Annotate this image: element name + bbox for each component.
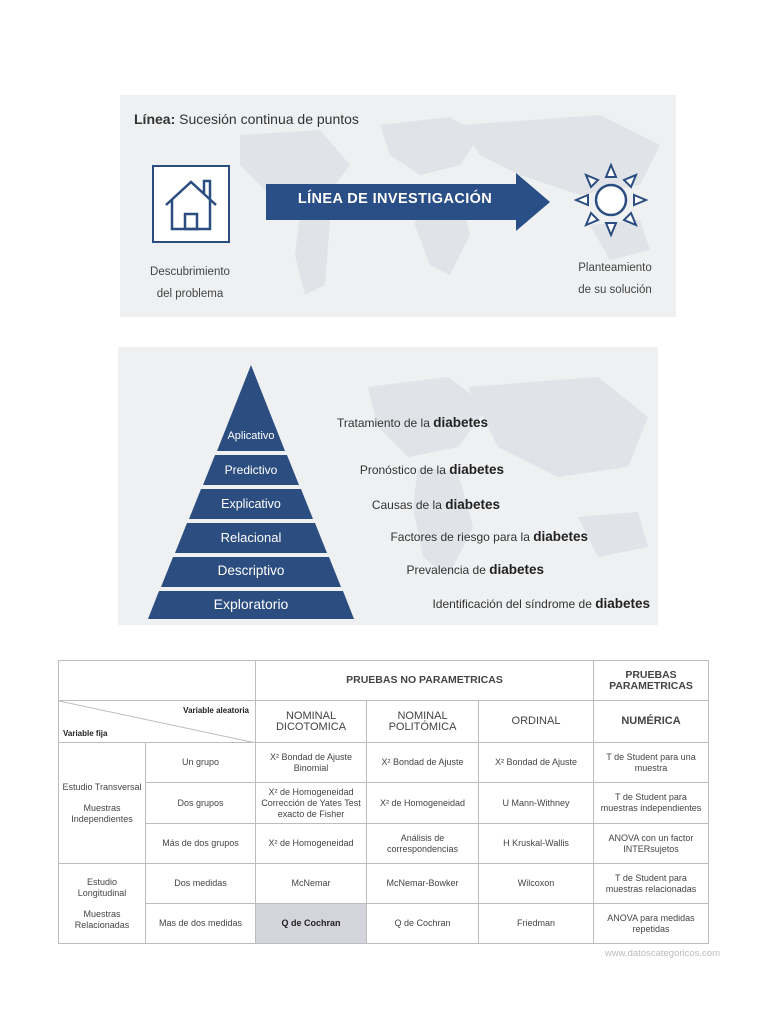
pyramid-level-aplicativo: Aplicativo xyxy=(227,430,275,442)
cell-numerica: T de Student para muestras independientes xyxy=(594,783,709,824)
left-caption-line-1: Descubrimiento xyxy=(150,266,230,278)
pyramid-level-exploratorio: Exploratorio xyxy=(213,596,289,612)
cell-nominal-dic: McNemar xyxy=(256,864,367,904)
table-row xyxy=(59,661,709,701)
header-no-parametricas: PRUEBAS NO PARAMETRICAS xyxy=(256,661,594,701)
row-label: Un grupo xyxy=(146,743,256,783)
example-text: Tratamiento de la xyxy=(336,416,434,430)
table-row xyxy=(59,701,709,743)
header-parametricas: PRUEBAS PARAMETRICAS xyxy=(594,661,709,701)
col-nominal-dicotomica: NOMINAL DICOTOMICA xyxy=(256,701,367,743)
row-label: Más de dos grupos xyxy=(146,824,256,864)
arrow-label: LÍNEA DE INVESTIGACIÓN xyxy=(297,191,493,207)
variable-diagonal-cell xyxy=(59,701,256,743)
cell-numerica: ANOVA para medidas repetidas xyxy=(594,904,709,944)
house-icon-box xyxy=(152,165,230,243)
cell-ordinal: Friedman xyxy=(479,904,594,944)
cell-nominal-dic: X² Bondad de Ajuste Binomial xyxy=(256,743,367,783)
house-icon xyxy=(154,167,228,241)
table-row xyxy=(59,743,709,783)
example-bold: diabetes xyxy=(489,562,544,577)
group-label-line-2: Muestras Independientes xyxy=(71,802,133,824)
group-label-line-2: Muestras Relacionadas xyxy=(74,908,130,930)
row-label: Mas de dos medidas xyxy=(146,904,256,944)
example-bold: diabetes xyxy=(445,497,500,512)
cell-nominal-dic: X² de Homogeneidad Corrección de Yates Test exacto de Fisher xyxy=(256,783,367,824)
cell-nominal-pol: X² Bondad de Ajuste xyxy=(367,743,479,783)
watermark: www.datoscategoricos.com xyxy=(604,948,720,959)
pyramid-level-predictivo: Predictivo xyxy=(224,463,278,477)
empty-corner-cell xyxy=(59,661,256,701)
example-bold: diabetes xyxy=(449,462,504,477)
right-caption-line-1: Planteamiento xyxy=(578,262,652,274)
example-descriptivo xyxy=(407,562,545,577)
example-explicativo xyxy=(372,497,500,512)
table-row xyxy=(59,864,709,904)
panel-title xyxy=(134,111,359,127)
cell-numerica: T de Student para una muestra xyxy=(594,743,709,783)
group-transversal-cell xyxy=(59,743,146,864)
pyramid-level-explicativo: Explicativo xyxy=(221,497,281,511)
cell-nominal-dic: X² de Homogeneidad xyxy=(256,824,367,864)
pyramid-shape xyxy=(128,365,374,619)
row-label: Dos grupos xyxy=(146,783,256,824)
example-text: Pronóstico de la xyxy=(359,463,450,477)
right-caption xyxy=(560,257,670,301)
table-row xyxy=(59,824,709,864)
example-text: Factores de riesgo para la xyxy=(390,530,534,544)
cell-ordinal: H Kruskal-Wallis xyxy=(479,824,594,864)
cell-numerica: T de Student para muestras relacionadas xyxy=(594,864,709,904)
right-caption-line-2: de su solución xyxy=(578,284,652,296)
cell-nominal-dic-highlighted: Q de Cochran xyxy=(256,904,367,944)
cell-nominal-pol: X² de Homogeneidad xyxy=(367,783,479,824)
example-aplicativo xyxy=(337,415,488,430)
cell-numerica: ANOVA con un factor INTERsujetos xyxy=(594,824,709,864)
example-text: Identificación del síndrome de xyxy=(432,597,596,611)
left-caption-line-2: del problema xyxy=(156,288,224,300)
sun-icon xyxy=(574,163,648,237)
variable-fija-label: Variable fija xyxy=(63,729,108,738)
linea-panel xyxy=(120,95,676,317)
example-text: Causas de la xyxy=(371,498,446,512)
example-text: Prevalencia de xyxy=(406,563,490,577)
table-row xyxy=(59,783,709,824)
example-predictivo xyxy=(360,462,504,477)
title-rest: Sucesión continua de puntos xyxy=(175,111,359,127)
table-row xyxy=(59,904,709,944)
group-label-line-1: Estudio Transversal xyxy=(62,781,142,792)
left-caption xyxy=(140,261,240,305)
statistical-tests-table xyxy=(58,660,709,944)
cell-ordinal: Wilcoxon xyxy=(479,864,594,904)
group-longitudinal-cell xyxy=(59,864,146,944)
cell-ordinal: X² Bondad de Ajuste xyxy=(479,743,594,783)
title-bold: Línea: xyxy=(134,111,176,127)
cell-nominal-pol: Q de Cochran xyxy=(367,904,479,944)
col-numerica: NUMÉRICA xyxy=(594,701,709,743)
pyramid-level-relacional: Relacional xyxy=(220,530,282,545)
variable-aleatoria-label: Variable aleatoria xyxy=(183,706,249,715)
pyramid-panel xyxy=(118,347,658,625)
example-bold: diabetes xyxy=(595,596,650,611)
example-exploratorio xyxy=(432,596,650,611)
example-bold: diabetes xyxy=(533,529,588,544)
pyramid-level-descriptivo: Descriptivo xyxy=(217,563,285,578)
row-label: Dos medidas xyxy=(146,864,256,904)
col-nominal-politomica: NOMINAL POLITÓMICA xyxy=(367,701,479,743)
cell-nominal-pol: Análisis de correspondencias xyxy=(367,824,479,864)
example-relacional xyxy=(390,529,588,544)
cell-nominal-pol: McNemar-Bowker xyxy=(367,864,479,904)
cell-ordinal: U Mann-Withney xyxy=(479,783,594,824)
example-bold: diabetes xyxy=(433,415,488,430)
group-label-line-1: Estudio Longitudinal xyxy=(77,876,127,898)
col-ordinal: ORDINAL xyxy=(479,701,594,743)
